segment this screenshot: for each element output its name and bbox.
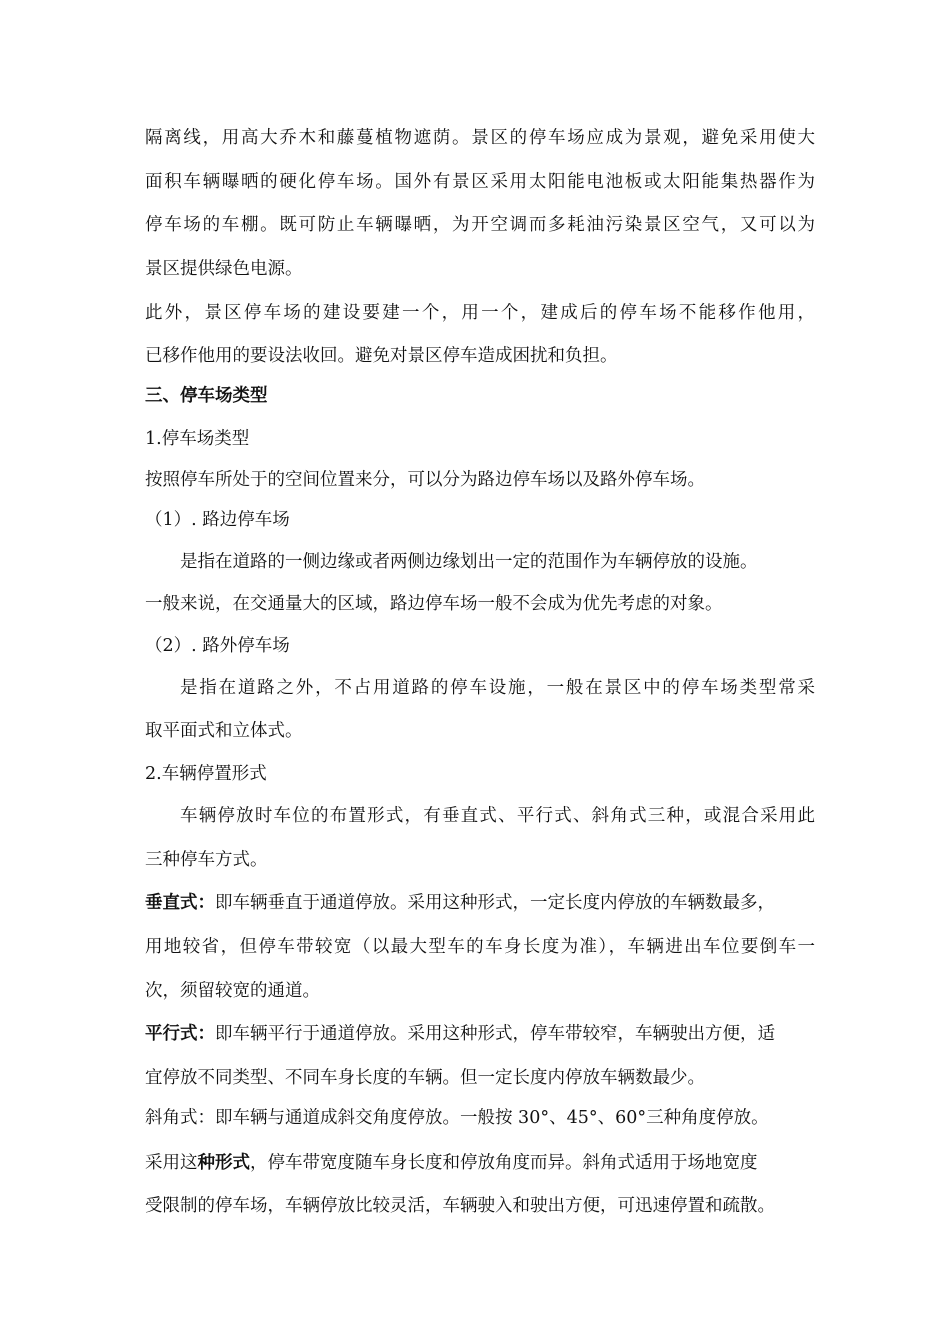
parallel-parking-line [145, 1022, 815, 1046]
vertical-parking-text: 即车辆垂直于通道停放。采用这种形式，一定长度内停放的车辆数最多， [215, 893, 775, 913]
paragraph-line: 次，须留较宽的通道。 [145, 981, 320, 1001]
subsection-heading: 1.停车场类型 [145, 429, 250, 449]
vertical-parking-label: 垂直式： [145, 893, 215, 913]
section-heading: 三、停车场类型 [145, 386, 268, 406]
paragraph-line: 是指在道路的一侧边缘或者两侧边缘划出一定的范围作为车辆停放的设施。 [180, 552, 758, 572]
paragraph-line: 此外，景区停车场的建设要建一个，用一个，建成后的停车场不能移作他用， [145, 303, 815, 323]
paragraph-line: 车辆停放时车位的布置形式，有垂直式、平行式、斜角式三种，或混合采用此 [180, 806, 815, 826]
subsection-heading: （2）. 路外停车场 [145, 636, 290, 656]
vertical-parking-line [145, 891, 815, 915]
text-segment: ，停车带宽度随车身长度和停放角度而异。斜角式适用于场地宽度 [250, 1153, 758, 1173]
paragraph-line [145, 1151, 815, 1175]
paragraph-line: 已移作他用的要设法收回。避免对景区停车造成困扰和负担。 [145, 346, 618, 366]
paragraph-line: 三种停车方式。 [145, 850, 268, 870]
paragraph-line: 取平面式和立体式。 [145, 721, 303, 741]
subsection-heading: 2.车辆停置形式 [145, 764, 267, 784]
paragraph-line: 用地较省，但停车带较宽（以最大型车的车身长度为准），车辆进出车位要倒车一 [145, 937, 815, 957]
paragraph-line: 斜角式：即车辆与通道成斜交角度停放。一般按 30°、45°、60°三种角度停放。 [145, 1108, 769, 1128]
paragraph-line: 按照停车所处于的空间位置来分，可以分为路边停车场以及路外停车场。 [145, 470, 705, 490]
paragraph-line: 宜停放不同类型、不同车身长度的车辆。但一定长度内停放车辆数最少。 [145, 1068, 705, 1088]
parallel-parking-text: 即车辆平行于通道停放。采用这种形式，停车带较窄，车辆驶出方便，适 [215, 1024, 775, 1044]
paragraph-line: 一般来说，在交通量大的区域，路边停车场一般不会成为优先考虑的对象。 [145, 594, 723, 614]
paragraph-line: 停车场的车棚。既可防止车辆曝晒，为开空调而多耗油污染景区空气，又可以为 [145, 215, 815, 235]
text-segment-bold: 种形式 [197, 1153, 250, 1173]
paragraph-line: 是指在道路之外，不占用道路的停车设施，一般在景区中的停车场类型常采 [180, 678, 815, 698]
subsection-heading: （1）. 路边停车场 [145, 510, 290, 530]
paragraph-line: 景区提供绿色电源。 [145, 259, 303, 279]
parallel-parking-label: 平行式： [145, 1024, 215, 1044]
paragraph-line: 隔离线，用高大乔木和藤蔓植物遮荫。景区的停车场应成为景观，避免采用使大 [145, 128, 815, 148]
text-segment: 采用这 [145, 1153, 198, 1173]
paragraph-line: 面积车辆曝晒的硬化停车场。国外有景区采用太阳能电池板或太阳能集热器作为 [145, 172, 815, 192]
paragraph-line: 受限制的停车场，车辆停放比较灵活，车辆驶入和驶出方便，可迅速停置和疏散。 [145, 1196, 775, 1216]
